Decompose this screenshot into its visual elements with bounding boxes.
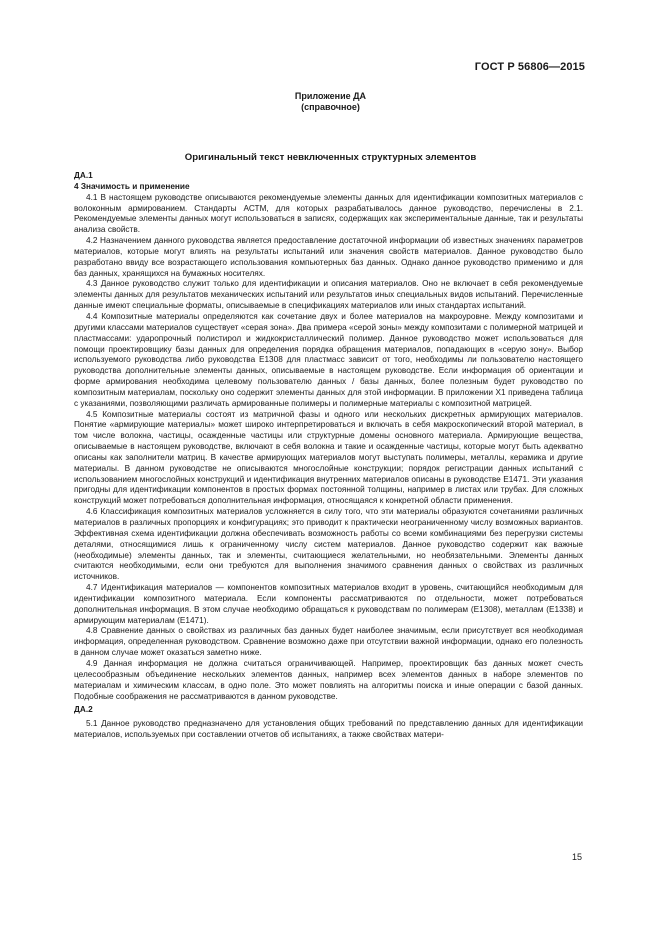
section-title: Оригинальный текст невключенных структурных элементов bbox=[184, 152, 477, 163]
paragraph-4-4: 4.4 Композитные материалы определяются как сочетание двух и более материалов на макроуровне. Между композитами и другими классами материалов существует «серая зона». Два примера «серой зоны» между композитами с полимерной матрицей и пластмассами: ударопрочный полистирол и жидкокристаллический полимер. Данное руководство может использоваться для помощи проектировщику базы данных для определения порядка обращения материалов, попадающих в «серую зону». Выбор используемого руководства либо руководства E1308 для пластмасс зависит от того, необходимы ли пользователю настоящего руководства дополнительные элементы данных, описываемые в настоящем руководстве. Если информация об ориентации и форме армирования необходима целевому пользователю данных / базы данных, более полезным будет руководство по композитным материалам, поскольку оно содержит элементы данных для этой информации. В приложении X1 приведена таблица с указаниями, позволяющими различать армированные полимеры и полимерные материалы с композитной матрицей. bbox=[74, 311, 583, 408]
paragraph-4-5: 4.5 Композитные материалы состоят из матричной фазы и одного или нескольких дискретных армирующих материалов. Понятие «армирующие материалы» может широко интерпретироваться и включать в себя макроскопический второй материал, в том числе волокна, частицы, осажденные частицы или структурные домены основного материала. Армирующие вещества, описываемые в настоящем руководстве, включают в себя волокна и такие и осажденные частицы, которые могут быть адекватно описаны как заполнители матриц. В качестве армирующих материалов могут выступать полимеры, металлы, керамика и другие материалы. В данном руководстве не описываются многослойные конструкции; порядок регистрации данных испытаний с использованием многослойных конструкций и идентификация внутренних материалов описаны в руководстве E1471. Эти указания пригодны для идентификации компонентов в простых формах постоянной толщины, например в листах или трубах. Для сложных конструкций может потребоваться дополнительная информация, относящаяся к конкретной области применения. bbox=[74, 409, 583, 506]
paragraph-5-1: 5.1 Данное руководство предназначено для установления общих требований по представлению данных для идентификации материалов, используемых при составлении отчетов об испытаниях, а также свойствах матери- bbox=[74, 719, 583, 740]
paragraph-4-9: 4.9 Данная информация не должна считаться ограничивающей. Например, проектировщик баз данных может счесть целесообразным объединение нескольких элементов данных, например всех элементов данных в наборе элементов по материалам и химическим классам, в одно поле. Это может повлиять на алгоритмы поиска и иные операции с базой данных. Подобные соображения не рассматриваются в данном руководстве. bbox=[74, 658, 583, 701]
appendix-title: Приложение ДА bbox=[294, 91, 367, 101]
subsection-label-da2: ДА.2 bbox=[74, 705, 93, 715]
paragraph-4-8: 4.8 Сравнение данных о свойствах из различных баз данных будет наиболее значимым, если присутствует вся необходимая информация, определенная руководством. Сравнение возможно даже при отсутствии важной информации, однако его полезность в данном случае может оказаться заметно ниже. bbox=[74, 626, 583, 658]
document-code: ГОСТ Р 56806—2015 bbox=[474, 61, 585, 73]
paragraph-4-2: 4.2 Назначением данного руководства является предоставление достаточной информации об известных значениях параметров материалов, которые могут влиять на результаты испытаний или значения свойств материалов. Данное руководство было разработано ввиду все возрастающего использования компьютерных баз данных. Однако данное руководство применимо и для баз данных, хранящихся на бумажных носителях. bbox=[74, 236, 583, 278]
subsection-label-da1: ДА.1 bbox=[74, 171, 93, 180]
paragraph-4-3: 4.3 Данное руководство служит только для идентификации и описания материалов. Оно не включает в себя рекомендуемые элементы данных для результатов механических испытаний или результатов иных специальных видов испытаний. Перечисленные данные имеют специальные форматы, описываемые в спецификациях материалов или иных стандартах испытаний. bbox=[74, 279, 583, 311]
page-number: 15 bbox=[571, 852, 582, 862]
document-body bbox=[74, 171, 583, 741]
appendix-subtitle: (справочное) bbox=[301, 102, 360, 112]
paragraph-4-6: 4.6 Классификация композитных материалов усложняется в силу того, что эти материалы образуются сочетаниями различных материалов в различных пропорциях и конфигурациях; это приводит к практически неограниченному числу возможных вариантов. Эффективная схема идентификации должна обеспечивать возможность работы со всеми комбинациями без перегрузки системы деталями, относящимися лишь к ограниченному числу систем материалов. Данное руководство содержит как важные (необходимые) элементы данных, так и элементы, считающиеся желательными, но необязательными. Элементы данных считаются необходимыми, если они требуются для выполнения значимого сравнения данных о свойствах из различных источников. bbox=[74, 507, 583, 582]
clause-heading-4: 4 Значимость и применение bbox=[74, 181, 190, 191]
paragraph-4-7: 4.7 Идентификация материалов — компонентов композитных материалов входит в уровень, считающийся необходимым для идентификации композитного материала. Если компоненты рассматриваются по отдельности, может потребоваться дополнительная информация. В этом случае необходимо обращаться к руководствам по полимерам (E1308), металлам (E1338) и армирующим материалам (E1471). bbox=[74, 583, 583, 625]
paragraph-4-1: 4.1 В настоящем руководстве описываются рекомендуемые элементы данных для идентификации композитных материалов с волоконным армированием. Стандарты АСТМ, для которых разрабатывалось данное руководство, перечислены в 2.1. Рекомендуемые элементы данных могут использоваться в записях, содержащих как экспериментальные данные, так и результаты анализа свойств. bbox=[74, 192, 583, 235]
